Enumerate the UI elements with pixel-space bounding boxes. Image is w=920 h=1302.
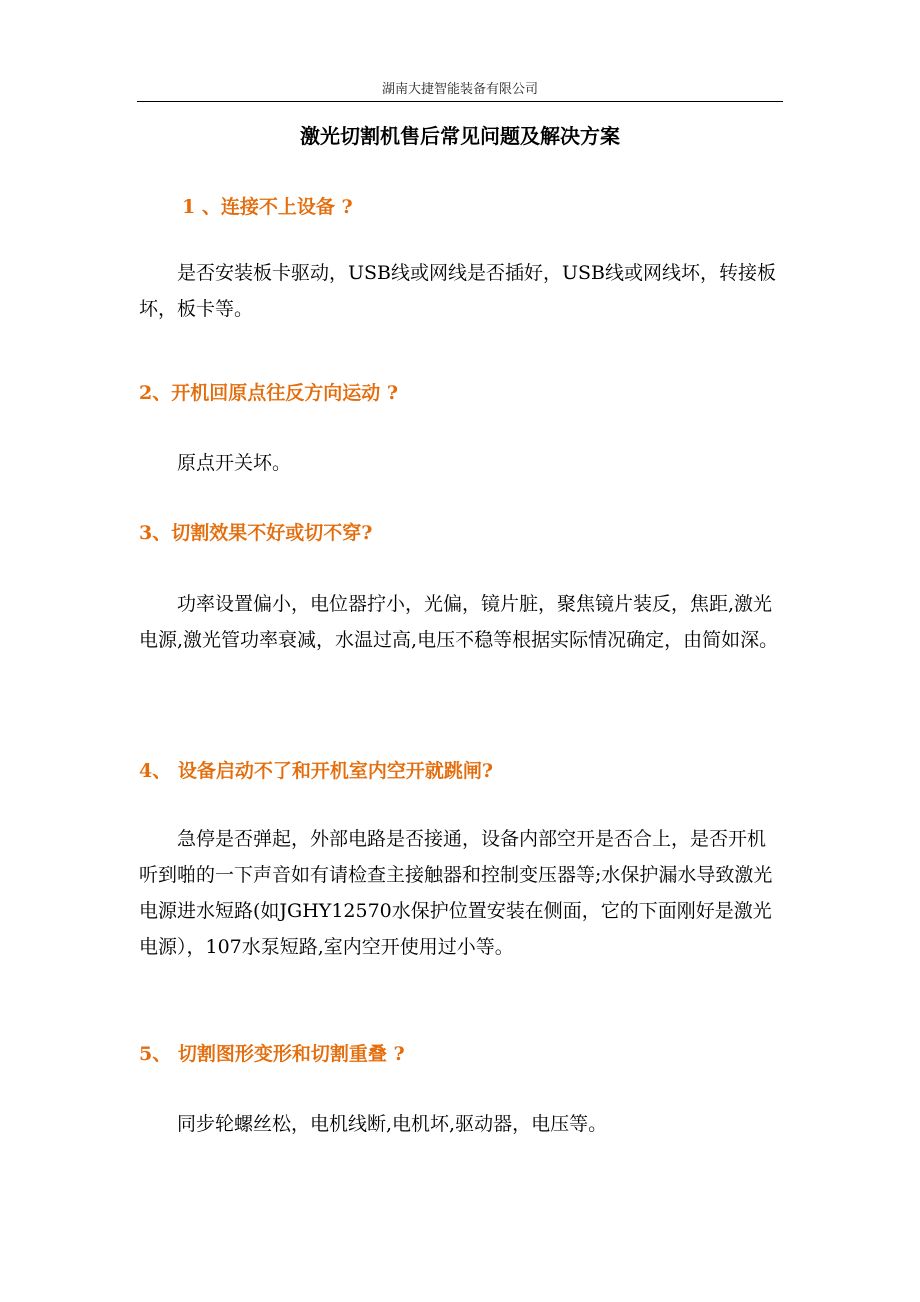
faq-answer-2 [139,445,784,481]
faq-answer-3 [139,586,784,658]
faq-answer-4-text: 急停是否弹起，外部电路是否接通，设备内部空开是否合上，是否开机听到啪的一下声音如有请检查主接触器和控制变压器等;水保护漏水导致激光电源进水短路(如JGHY12570水保护位置安装在侧面，它的下面刚好是激光电源），107水泵短路,室内空开使用过小等。 [139,828,773,958]
header-company-name: 湖南大捷智能装备有限公司 [381,82,538,97]
faq-question-3: 3、切割效果不好或切不穿? [139,522,373,544]
faq-answer-1 [139,255,784,327]
faq-question-1: 1 、连接不上设备 ? [182,196,353,218]
faq-question-5: 5、 切割图形变形和切割重叠 ? [139,1043,405,1065]
faq-question-4: 4、 设备启动不了和开机室内空开就跳闸? [139,760,493,782]
faq-answer-4 [139,821,784,965]
faq-answer-5 [139,1106,784,1142]
faq-question-2: 2、开机回原点往反方向运动 ? [139,382,398,404]
faq-answer-5-text: 同步轮螺丝松，电机线断,电机坏,驱动器，电压等。 [177,1113,608,1135]
faq-answer-2-text: 原点开关坏。 [177,452,292,474]
faq-answer-1-text: 是否安装板卡驱动，USB线或网线是否插好，USB线或网线坏，转接板坏，板卡等。 [139,262,776,320]
header-divider [137,101,783,102]
document-title: 激光切割机售后常见问题及解决方案 [300,124,620,148]
faq-answer-3-text: 功率设置偏小，电位器拧小，光偏，镜片脏，聚焦镜片装反，焦距,激光电源,激光管功率衰减，水温过高,电压不稳等根据实际情况确定，由简如深。 [139,593,779,651]
